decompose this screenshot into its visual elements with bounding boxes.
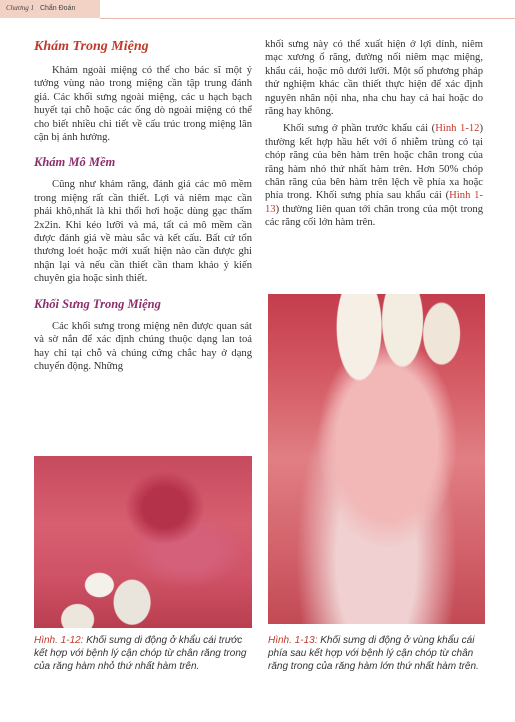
- paragraph-palatal-swelling: [265, 122, 483, 229]
- header-rule: [100, 18, 515, 19]
- left-column: [34, 38, 252, 377]
- caption-label: Hình. 1-13:: [268, 635, 318, 646]
- figure-1-12-caption: [34, 634, 252, 673]
- text-segment: Khối sưng ở phần trước khẩu cái (: [283, 123, 436, 135]
- caption-text: Khối sưng di động ở khẩu cái trước kết hợp với bệnh lý cận chóp từ chân răng trong của răng hàm nhỏ thứ nhất hàm trên.: [34, 635, 247, 672]
- caption-label: Hình. 1-12:: [34, 635, 84, 646]
- heading-soft-tissue: Khám Mô Mềm: [34, 155, 116, 170]
- figure-ref-1-13[interactable]: Hình 1-13: [265, 190, 483, 215]
- heading-swelling: Khối Sưng Trong Miệng: [34, 296, 161, 311]
- figure-1-12-photo: [34, 456, 252, 628]
- text-segment: ) thường kết hợp hầu hết với ổ nhiễm trùng có tại chóp răng của bên hàm trên hoặc chân trong của răng hàm nhỏ thứ nhất hàm trên. Hơn 50% chóp chân răng của bên hàm trên lệch về phía xa hoặc phía trong. Khối sưng phía sau khẩu cái (: [265, 123, 483, 202]
- paragraph-soft-tissue: Cũng như khám răng, đánh giá các mô mềm trong miệng rất cần thiết. Lợi và niêm mạc cần phải khô,nhất là khi thổi hơi hoặc dùng gạc thấm 2x2in. Khi kéo lưỡi và má, tất cả mô mềm cần được đánh giá về màu sắc và kết cấu. Bất cứ tổn thương loét hoặc mới xuất hiện nào cần được ghi nhận lại và nếu cần thiết cần tham khảo ý kiến chuyên gia hoặc sinh thiết.: [34, 179, 252, 285]
- paragraph-swelling-continued: khối sưng này có thể xuất hiện ở lợi dính, niêm mạc xương ổ răng, đường nối niêm mạc miệng, khẩu cái, hoặc mô dưới lưỡi. Một số phương pháp thử nghiệm khác cần thiết thực hiện để xác định nguyên nhân nội nha, nha chu hay cả hai hoặc do răng hay không.: [265, 39, 483, 118]
- figure-ref-1-12[interactable]: Hình 1-12: [435, 123, 480, 135]
- heading-intraoral-exam: Khám Trong Miệng: [34, 39, 149, 54]
- caption-text: Khối sưng di động ở vùng khẩu cái phía sau kết hợp với bệnh lý cận chóp từ chân răng trong của răng hàm lớn thứ nhất hàm trên.: [268, 635, 479, 672]
- chapter-label: Chương 1: [6, 4, 34, 12]
- paragraph-intraoral: Khám ngoài miệng có thể cho bác sĩ một ý tưởng vùng nào trong miệng cần tập trung đánh giá. Các khối sưng ngoài miệng, các u hạch bạch huyết tại chỗ hoặc các ống dò ngoài miệng có thể cho biết nhiều chi tiết về cấu trúc trong miệng lân cận bị ảnh hưởng.: [34, 65, 252, 144]
- right-column: [265, 38, 483, 234]
- paragraph-swelling: Các khối sưng trong miệng nên được quan sát và sờ nắn để xác định chúng thuộc dạng lan toả hay chỉ tại chỗ và chúng cứng chắc hay ở dạng chuyển động. Những: [34, 320, 252, 372]
- section-label: Chẩn Đoán: [39, 5, 76, 12]
- running-head: [6, 4, 75, 12]
- page-header: [0, 0, 515, 24]
- figure-1-13-caption: [268, 634, 488, 673]
- figure-1-13-photo: [268, 294, 485, 624]
- text-segment: ) thường liên quan tới chân trong của một trong các răng cối lớn hàm trên.: [265, 203, 483, 229]
